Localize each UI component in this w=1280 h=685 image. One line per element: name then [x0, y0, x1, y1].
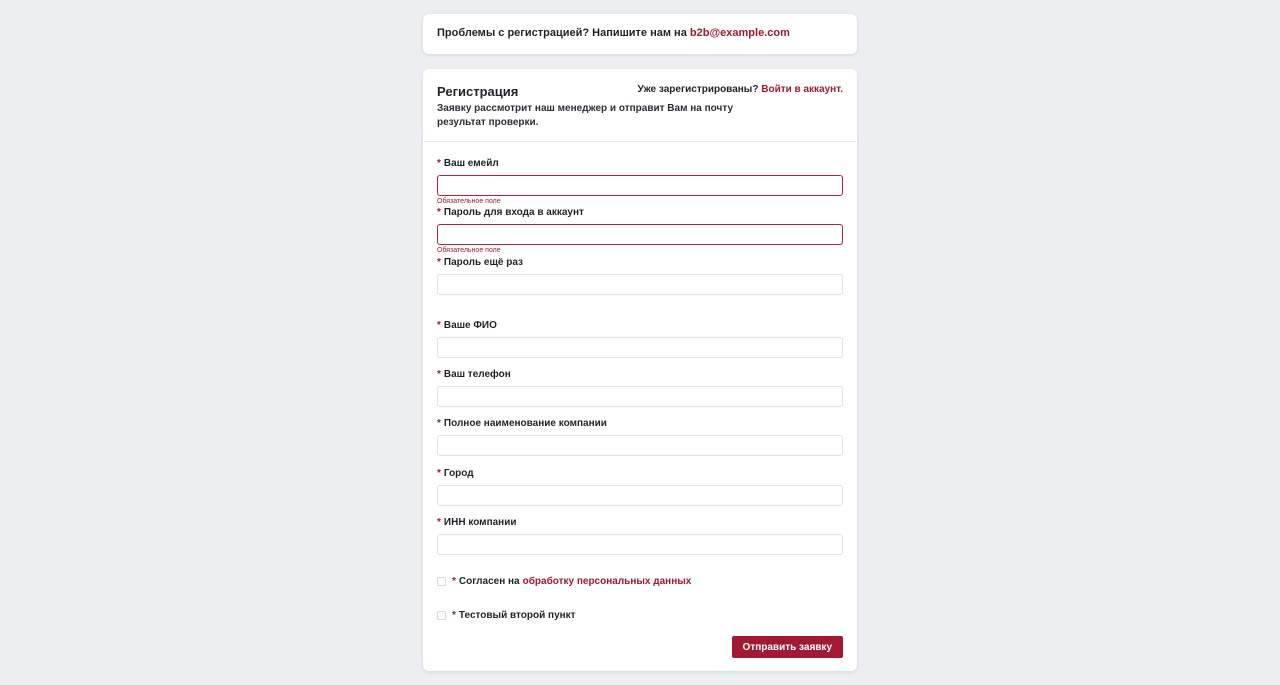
consent-checkbox[interactable] [437, 577, 446, 586]
company-field-group [437, 417, 843, 456]
required-mark: * [437, 468, 441, 479]
password-repeat-field-group [437, 256, 843, 295]
required-mark: * [437, 207, 441, 218]
city-field-group [437, 467, 843, 506]
password-label-text: Пароль для входа в аккаунт [443, 207, 584, 218]
required-mark: * [452, 575, 456, 587]
company-label-text: Полное наименование компании [443, 418, 607, 429]
password-repeat-field[interactable] [437, 274, 843, 295]
required-mark: * [437, 369, 441, 380]
support-email-link[interactable]: b2b@example.com [689, 27, 790, 39]
test-second-row [437, 608, 576, 622]
required-mark: * [437, 517, 441, 528]
registration-card [423, 69, 857, 671]
email-error: Обязательное поле [437, 198, 501, 205]
full-name-field-group [437, 319, 843, 358]
personal-data-link[interactable]: обработку персональных данных [522, 575, 692, 587]
full-name-label-text: Ваше ФИО [443, 320, 497, 331]
required-mark: * [437, 418, 441, 429]
email-field-group [437, 157, 843, 206]
email-label-text: Ваш емейл [443, 158, 499, 169]
city-field[interactable] [437, 485, 843, 506]
required-mark: * [452, 609, 456, 621]
help-message [437, 27, 790, 39]
consent-row [437, 574, 691, 588]
inn-field[interactable] [437, 534, 843, 555]
login-link[interactable]: Войти в аккаунт. [761, 84, 843, 95]
help-card [423, 14, 857, 54]
required-mark: * [437, 320, 441, 331]
password-label [437, 206, 843, 219]
consent-label: Согласен на [458, 575, 520, 587]
password-field-group [437, 206, 843, 255]
city-label [437, 467, 843, 480]
password-repeat-label [437, 256, 843, 269]
required-mark: * [437, 158, 441, 169]
registration-title: Регистрация [437, 84, 519, 99]
test-second-label: Тестовый второй пункт [458, 609, 576, 621]
phone-label-text: Ваш телефон [443, 369, 511, 380]
registration-description: Заявку рассмотрит наш менеджер и отправит Вам на почту результат проверки. [437, 103, 734, 128]
full-name-label [437, 319, 843, 332]
submit-button[interactable]: Отправить заявку [732, 636, 843, 658]
phone-field[interactable] [437, 386, 843, 407]
inn-label-text: ИНН компании [443, 517, 517, 528]
company-label [437, 417, 843, 430]
test-second-checkbox[interactable] [437, 611, 446, 620]
password-field[interactable] [437, 224, 843, 245]
phone-field-group [437, 368, 843, 407]
password-error: Обязательное поле [437, 247, 501, 254]
city-label-text: Город [443, 468, 474, 479]
inn-label [437, 516, 843, 529]
inn-field-group [437, 516, 843, 555]
password-repeat-label-text: Пароль ещё раз [443, 257, 524, 268]
already-registered [637, 84, 843, 95]
email-field[interactable] [437, 175, 843, 196]
full-name-field[interactable] [437, 337, 843, 358]
company-field[interactable] [437, 435, 843, 456]
email-label [437, 157, 843, 170]
help-text: Проблемы с регистрацией? Напишите нам на [437, 27, 687, 39]
registration-header [423, 69, 857, 142]
already-registered-text: Уже зарегистрированы? [637, 84, 759, 95]
phone-label [437, 368, 843, 381]
required-mark: * [437, 257, 441, 268]
